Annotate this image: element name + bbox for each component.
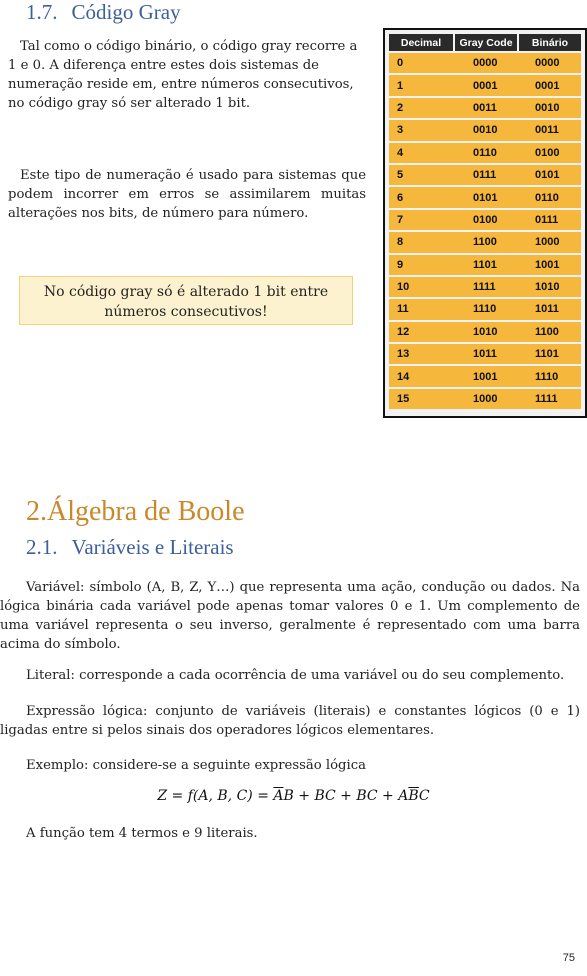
formula-term-c: C (418, 788, 430, 804)
cell-decimal: 13 (389, 344, 453, 364)
table-row (389, 98, 581, 118)
cell-decimal: 3 (389, 120, 453, 140)
cell-decimal: 10 (389, 277, 453, 297)
section-number: 1.7. (26, 0, 58, 24)
section-heading-codigo-gray (26, 0, 181, 25)
cell-decimal: 9 (389, 255, 453, 275)
cell-decimal: 4 (389, 143, 453, 163)
formula-complement-a: $\overline{A}$ (273, 788, 284, 804)
paragraph-expressao: Expressão lógica: conjunto de variáveis (literais) e constantes lógicos (0 e 1) ligadas entre si pelos sinais dos operadores lógicos elementares. (0, 704, 580, 738)
cell-gray-code: 0010 (453, 120, 517, 140)
cell-binario: 1001 (517, 255, 581, 275)
formula-middle-terms: + BC + BC + A (293, 788, 409, 804)
cell-decimal: 12 (389, 322, 453, 342)
cell-decimal: 11 (389, 299, 453, 319)
cell-gray-code: 0101 (453, 187, 517, 207)
cell-binario: 1111 (517, 389, 581, 409)
table-row (389, 255, 581, 275)
cell-gray-code: 1111 (453, 277, 517, 297)
cell-binario: 0101 (517, 165, 581, 185)
paragraph-gray-usage: Este tipo de numeração é usado para sistemas que podem incorrer em erros se assimilarem muitas alterações nos bits, de número para número. (8, 168, 366, 221)
table-row (389, 120, 581, 140)
cell-decimal: 15 (389, 389, 453, 409)
table-row (389, 232, 581, 252)
cell-decimal: 14 (389, 366, 453, 386)
paragraph-funcao: A função tem 4 termos e 9 literais. (26, 826, 258, 841)
cell-gray-code: 1010 (453, 322, 517, 342)
table-row (389, 366, 581, 386)
paragraph-literal: Literal: corresponde a cada ocorrência de uma variável ou do seu complemento. (26, 668, 565, 683)
gray-code-grid (389, 32, 581, 411)
formula-complement-b: $\overline{B}$ (408, 788, 419, 804)
cell-binario: 0111 (517, 210, 581, 230)
gray-code-table (383, 28, 587, 418)
cell-gray-code: 0100 (453, 210, 517, 230)
formula-term-b: B (283, 788, 294, 804)
cell-binario: 0000 (517, 53, 581, 73)
cell-binario: 0010 (517, 98, 581, 118)
table-row (389, 53, 581, 73)
cell-decimal: 1 (389, 75, 453, 95)
cell-gray-code: 0011 (453, 98, 517, 118)
chapter-number: 2. (26, 496, 47, 527)
cell-binario: 1110 (517, 366, 581, 386)
section-number: 2.1. (26, 535, 58, 559)
cell-binario: 0100 (517, 143, 581, 163)
cell-gray-code: 1101 (453, 255, 517, 275)
cell-gray-code: 0001 (453, 75, 517, 95)
header-gray-code: Gray Code (453, 34, 517, 51)
table-row (389, 210, 581, 230)
cell-decimal: 0 (389, 53, 453, 73)
cell-binario: 0011 (517, 120, 581, 140)
cell-gray-code: 1011 (453, 344, 517, 364)
table-body (389, 53, 581, 409)
page-number: 75 (562, 952, 575, 964)
cell-binario: 1010 (517, 277, 581, 297)
cell-binario: 0110 (517, 187, 581, 207)
boolean-formula (0, 788, 587, 804)
cell-gray-code: 0110 (453, 143, 517, 163)
cell-gray-code: 1001 (453, 366, 517, 386)
section-title: Variáveis e Literais (71, 535, 234, 559)
cell-decimal: 6 (389, 187, 453, 207)
table-row (389, 143, 581, 163)
cell-binario: 1011 (517, 299, 581, 319)
paragraph-variavel: Variável: símbolo (A, B, Z, Y…) que representa uma ação, condução ou dados. Na lógica binária cada variável pode apenas tomar valores 0 e 1. Um complemento de uma variável representa o seu inverso, geralmente é representado com uma barra acima do símbolo. (0, 580, 580, 652)
formula-lhs: Z = f(A, B, C) = (157, 788, 274, 804)
table-row (389, 277, 581, 297)
cell-binario: 1000 (517, 232, 581, 252)
chapter-title: Álgebra de Boole (47, 496, 245, 527)
header-binario: Binário (517, 34, 581, 51)
table-row (389, 75, 581, 95)
table-row (389, 344, 581, 364)
cell-gray-code: 0000 (453, 53, 517, 73)
callout-note: No código gray só é alterado 1 bit entre números consecutivos! (19, 276, 353, 325)
paragraph-gray-intro: Tal como o código binário, o código gray recorre a 1 e 0. A diferença entre estes dois sistemas de numeração reside em, entre números consecutivos, no código gray só ser alterado 1 bit. (8, 39, 358, 111)
cell-decimal: 5 (389, 165, 453, 185)
cell-gray-code: 1110 (453, 299, 517, 319)
cell-gray-code: 1000 (453, 389, 517, 409)
cell-decimal: 2 (389, 98, 453, 118)
table-row (389, 187, 581, 207)
section-heading-variaveis-literais (26, 535, 234, 560)
table-row (389, 165, 581, 185)
chapter-heading-algebra-boole (26, 496, 245, 528)
cell-decimal: 8 (389, 232, 453, 252)
section-title: Código Gray (71, 0, 181, 24)
cell-binario: 0001 (517, 75, 581, 95)
table-row (389, 299, 581, 319)
cell-gray-code: 0111 (453, 165, 517, 185)
table-header-row (389, 34, 581, 51)
cell-binario: 1101 (517, 344, 581, 364)
table-row (389, 322, 581, 342)
cell-decimal: 7 (389, 210, 453, 230)
cell-gray-code: 1100 (453, 232, 517, 252)
table-row (389, 389, 581, 409)
header-decimal: Decimal (389, 34, 453, 51)
paragraph-exemplo: Exemplo: considere-se a seguinte expressão lógica (26, 758, 366, 773)
cell-binario: 1100 (517, 322, 581, 342)
